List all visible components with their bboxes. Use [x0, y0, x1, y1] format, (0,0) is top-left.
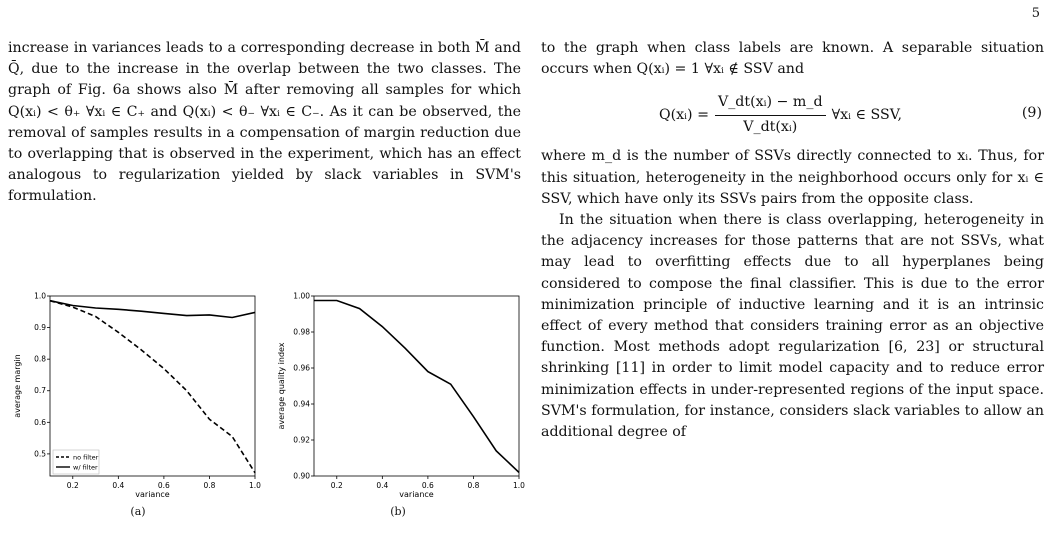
x-tick-label: 0.6	[421, 481, 434, 490]
y-tick-label: 0.92	[293, 435, 310, 445]
right-paragraph-1: to the graph when class labels are known. A separable situation occurs when Q(xᵢ) = 1 ∀xᵢ ∉ SSV and	[541, 40, 1044, 78]
y-tick-label: 0.98	[293, 327, 310, 337]
equation-lhs: Q(xᵢ) =	[659, 106, 709, 123]
legend-entry: w/ filter	[73, 463, 98, 472]
y-tick-label: 0.6	[34, 417, 46, 427]
page-number: 5	[1031, 6, 1040, 21]
legend-entry: no filter	[73, 453, 99, 462]
x-tick-label: 1.0	[249, 481, 261, 490]
x-axis-label: variance	[399, 490, 434, 499]
right-paragraph-3: In the situation when there is class overlapping, heterogeneity in the adjacency increases for those patterns that are not SSVs, what may lead to overfitting effects due to all hyperplanes being considered to compose the final classifier. This is due to the error minimization principle of inductive learning and it is an intrinsic effect of every method that considers training error as an objective function. Most methods adopt regularization [6, 23] or structural shrinking [11] in order to limit model capacity and to reduce error minimization effects in under-represented regions of the input space. SVM's formulation, for instance, considers slack variables to allow an additional degree of	[541, 212, 1044, 441]
x-tick-label: 0.8	[203, 481, 216, 490]
figure-a-caption: (a)	[130, 505, 146, 518]
plot-frame	[314, 296, 519, 476]
left-paragraph-1: increase in variances leads to a corresponding decrease in both M̄ and Q̄, due to the increase in the overlap between the two classes. The graph of Fig. 6a shows also M̄ after removing all samples for which Q(xᵢ) < θ₊ ∀xᵢ ∈ C₊ and Q(xᵢ) < θ₋ ∀xᵢ ∈ C₋. As it can be observed, the removal of samples results in a compensation of margin reduction due to overlapping that is observed in the experiment, which has an effect analogous to regularization yielded by slack variables in SVM's formulation.	[8, 40, 521, 205]
right-column	[541, 38, 1044, 443]
x-tick-label: 1.0	[513, 481, 525, 490]
y-tick-label: 0.5	[34, 449, 46, 459]
y-tick-label: 0.94	[293, 399, 310, 409]
y-tick-label: 0.7	[34, 386, 46, 396]
x-axis-label: variance	[135, 490, 170, 499]
series-line-w-filter	[50, 301, 255, 318]
equation-number: (9)	[1021, 105, 1042, 122]
x-tick-label: 0.8	[467, 481, 480, 490]
equation-fraction	[715, 92, 826, 137]
x-tick-label: 0.2	[66, 481, 79, 490]
y-tick-label: 0.9	[34, 323, 46, 333]
figure-b-caption: (b)	[390, 505, 406, 518]
x-tick-label: 0.4	[112, 481, 125, 490]
series-line-quality	[314, 301, 519, 473]
right-paragraph-2: where m_d is the number of SSVs directly connected to xᵢ. Thus, for this situation, heterogeneity in the neighborhood occurs only for xᵢ ∈ SSV, which have only its SSVs pairs from the opposite class.	[541, 148, 1044, 207]
y-axis-label: average margin	[13, 354, 22, 418]
equation-rhs: ∀xᵢ ∈ SSV,	[831, 106, 902, 123]
x-tick-label: 0.6	[157, 481, 170, 490]
y-tick-label: 0.96	[293, 363, 310, 373]
chart-average-quality-index	[272, 290, 532, 500]
left-column	[8, 38, 521, 208]
y-tick-label: 1.0	[34, 291, 46, 301]
plot-frame	[50, 296, 255, 476]
equation-9	[541, 88, 1044, 140]
series-line-no-filter	[50, 301, 255, 473]
figure-b	[272, 290, 532, 500]
chart-average-margin	[8, 290, 268, 500]
y-tick-label: 0.8	[34, 354, 46, 364]
x-tick-label: 0.4	[376, 481, 389, 490]
y-tick-label: 1.00	[293, 291, 310, 301]
y-tick-label: 0.90	[293, 471, 310, 481]
equation-numerator: V_dt(xᵢ) − m_d	[715, 92, 826, 115]
figure-a	[8, 290, 268, 500]
y-axis-label: average quality index	[277, 342, 286, 430]
equation-denominator: V_dt(xᵢ)	[743, 118, 798, 135]
x-tick-label: 0.2	[330, 481, 343, 490]
